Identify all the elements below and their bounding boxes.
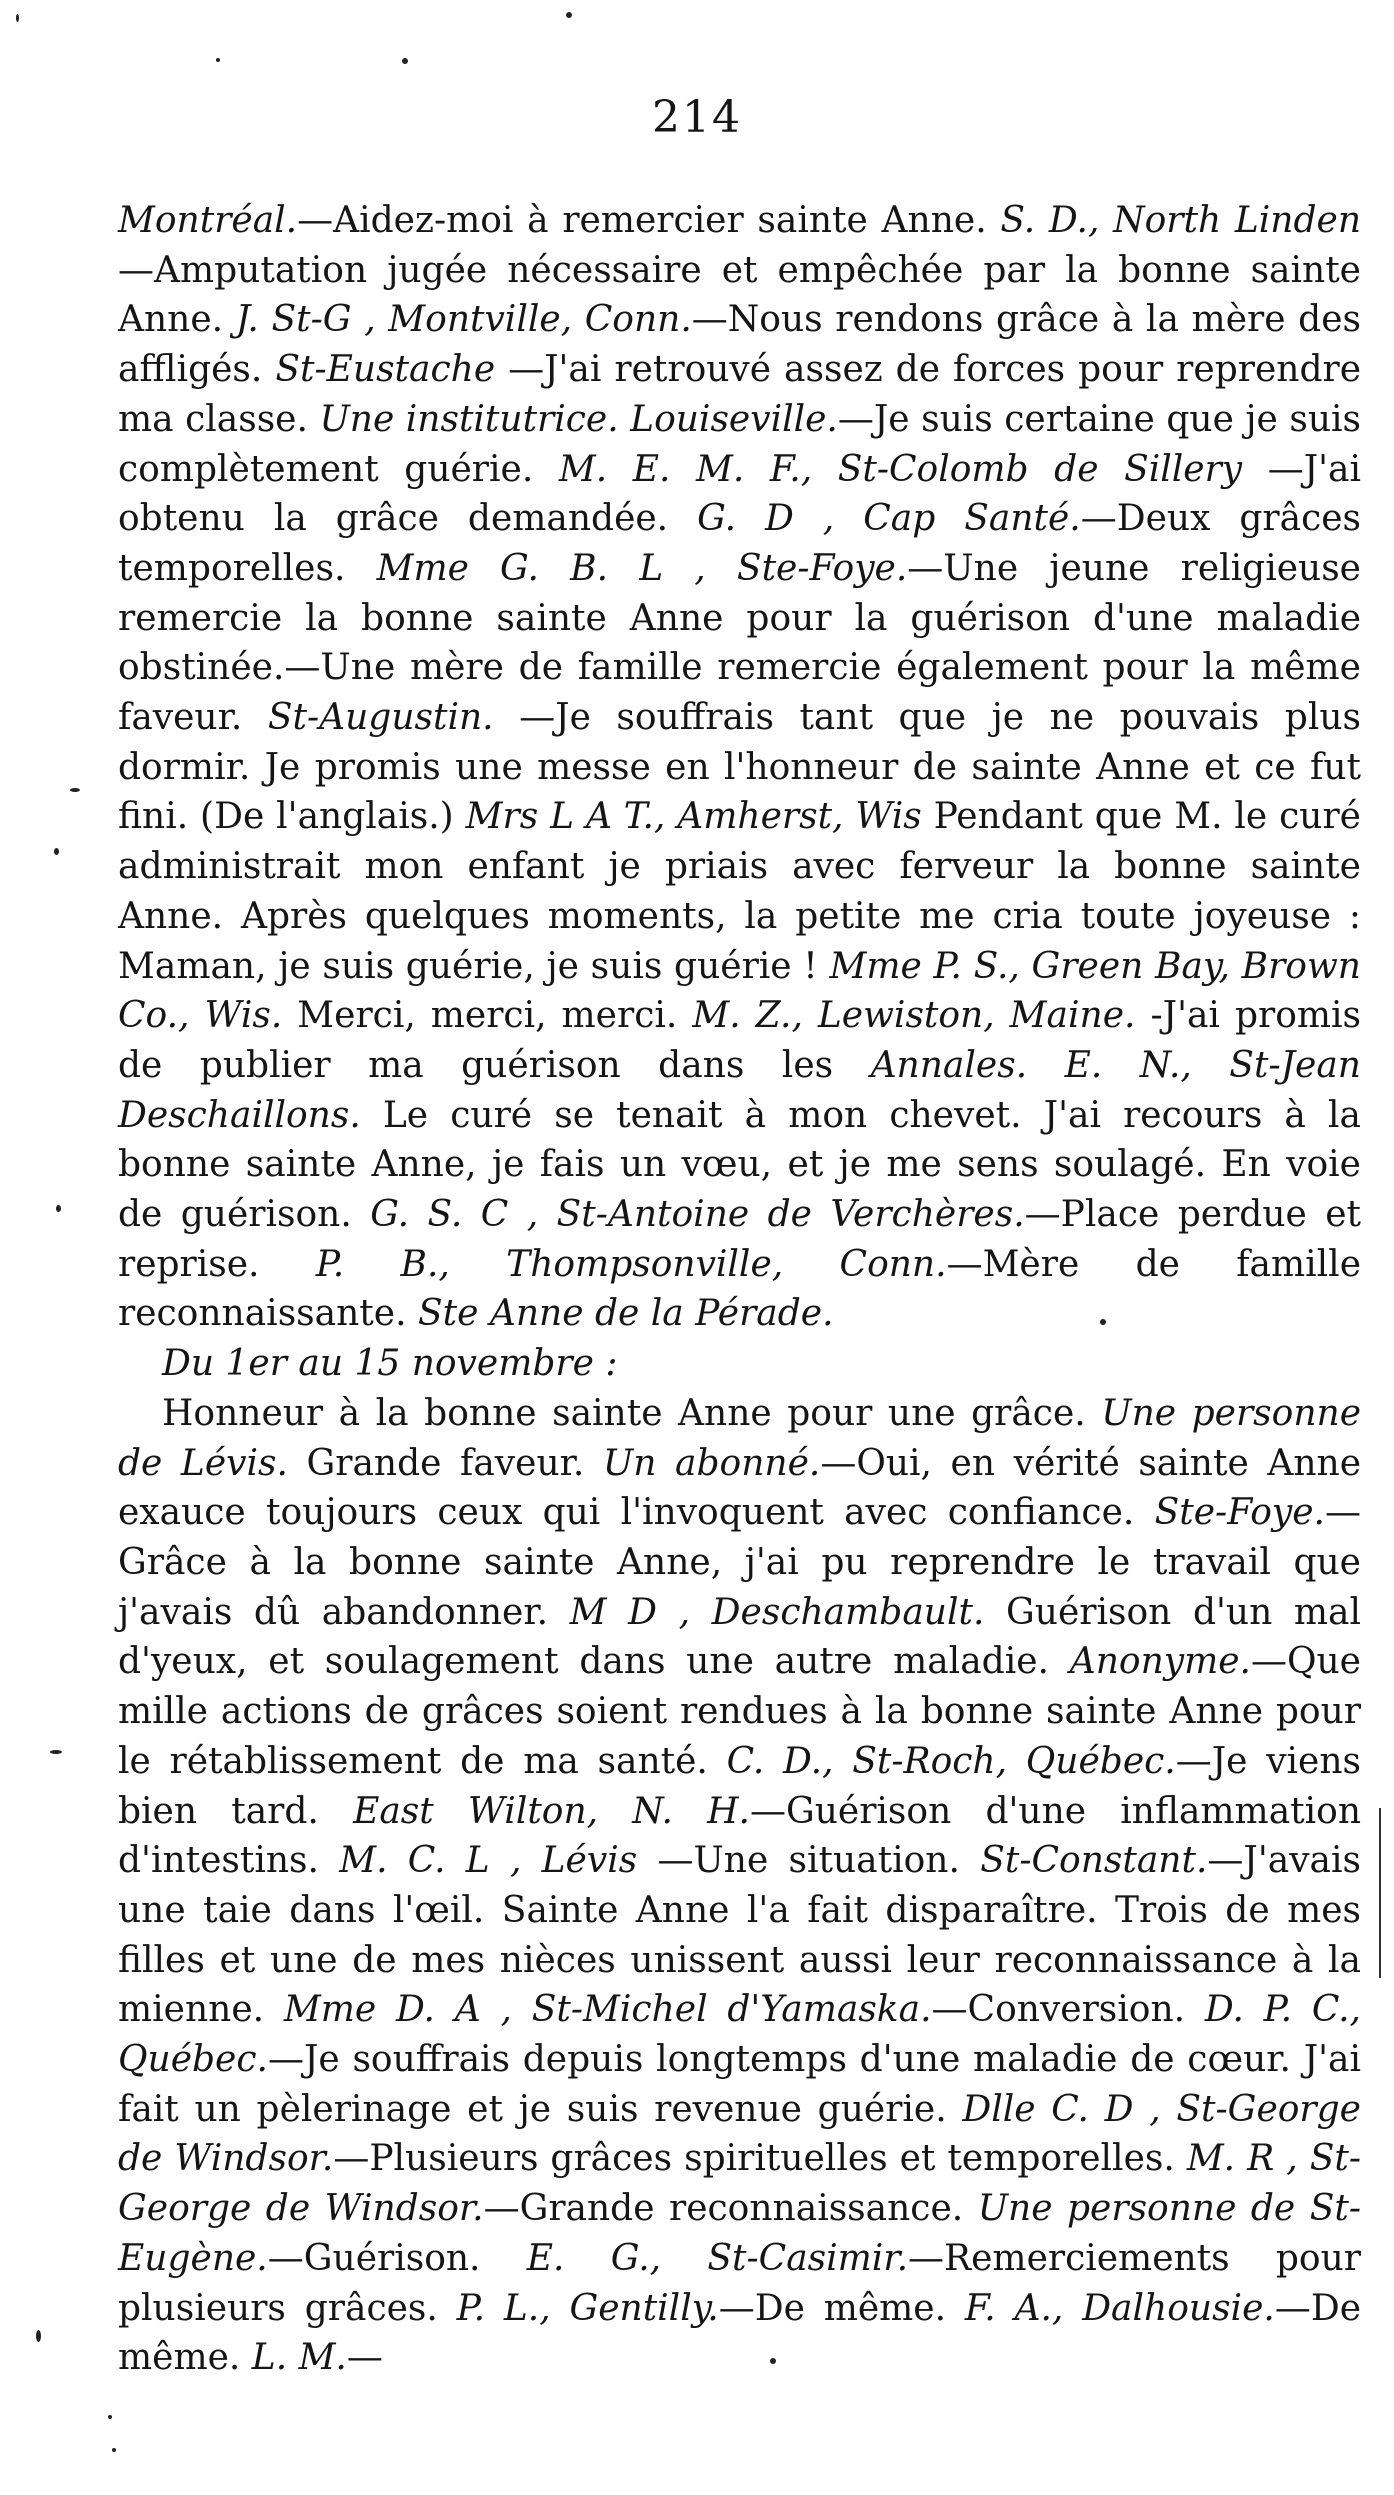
page-number: 214 — [652, 92, 742, 143]
scan-speck — [70, 788, 80, 792]
scan-speck — [50, 1750, 62, 1754]
paragraph-testimonials-october: Montréal.—Aidez-moi à remercier sainte Anne. S. D., North Linden —Amputation jugée nécessaire et empêchée par la bonne sainte Anne. J. St-G , Montville, Conn.—Nous rendons grâce à la mère des affligés. St-Eustache —J'ai retrouvé assez de forces pour reprendre ma classe. Une institutrice. Louiseville.—Je suis certaine que je suis complètement guérie. M. E. M. F., St-Colomb de Sillery —J'ai obtenu la grâce demandée. G. D , Cap Santé.—Deux grâces temporelles. Mme G. B. L , Ste-Foye.—Une jeune religieuse remercie la bonne sainte Anne pour la guérison d'une maladie obstinée.—Une mère de famille remercie également pour la même faveur. St-Augustin. —Je souffrais tant que je ne pouvais plus dormir. Je promis une messe en l'honneur de sainte Anne et ce fut fini. (De l'anglais.) Mrs L A T., Amherst, Wis Pendant que M. le curé administrait mon enfant je priais avec ferveur la bonne sainte Anne. Après quelques moments, la petite me cria toute joyeuse : Maman, je suis guérie, je suis guérie ! Mme P. S., Green Bay, Brown Co., Wis. Merci, merci, merci. M. Z., Lewiston, Maine. -J'ai promis de publier ma guérison dans les Annales. E. N., St-Jean Deschaillons. Le curé se tenait à mon chevet. J'ai recours à la bonne sainte Anne, je fais un vœu, et je me sens soulagé. En voie de guérison. G. S. C , St-Antoine de Verchères.—Place perdue et reprise. P. B., Thompsonville, Conn.—Mère de famille reconnaissante. Ste Anne de la Pérade. — [118, 200, 1362, 1335]
scan-speck — [1100, 1319, 1106, 1325]
scan-speck — [566, 12, 572, 18]
scan-speck — [402, 58, 408, 64]
scan-speck — [108, 2415, 112, 2419]
scan-speck — [770, 2358, 776, 2364]
paragraph-date-heading: Du 1er au 15 novembre : — [162, 1343, 618, 1385]
scan-speck — [56, 1205, 61, 1212]
paragraph-testimonials-november: Honneur à la bonne sainte Anne pour une grâce. Une personne de Lévis. Grande faveur. Un abonné.—Oui, en vérité sainte Anne exauce toujours ceux qui l'invoquent avec confiance. Ste-Foye.—Grâce à la bonne sainte Anne, j'ai pu reprendre le travail que j'avais dû abandonner. M D , Deschambault. Guérison d'un mal d'yeux, et soulagement dans une autre maladie. Anonyme.—Que mille actions de grâces soient rendues à la bonne sainte Anne pour le rétablissement de ma santé. C. D., St-Roch, Québec.—Je viens bien tard. East Wilton, N. H.—Guérison d'une inflammation d'intestins. M. C. L , Lévis —Une situation. St-Constant.—J'avais une taie dans l'œil. Sainte Anne l'a fait disparaître. Trois de mes filles et une de mes nièces unissent aussi leur reconnaissance à la mienne. Mme D. A , St-Michel d'Yamaska.—Conversion. D. P. C., Québec.—Je souffrais depuis longtemps d'une maladie de cœur. J'ai fait un pèlerinage et je suis revenue guérie. Dlle C. D , St-George de Windsor.—Plusieurs grâces spirituelles et temporelles. M. R , St-George de Windsor.—Grande reconnaissance. Une personne de St-Eugène.—Guérison. E. G., St-Casimir.—Remerciements pour plusieurs grâces. P. L., Gentilly.—De même. F. A., Dalhousie.—De même. L. M.— — [118, 1392, 1362, 2379]
body-text — [118, 196, 1361, 2383]
margin-rule — [1379, 1808, 1381, 1978]
scan-speck — [54, 848, 59, 855]
scan-speck — [36, 2330, 41, 2342]
scan-speck — [112, 2448, 116, 2452]
scan-speck — [16, 14, 19, 22]
scan-speck — [216, 58, 220, 62]
